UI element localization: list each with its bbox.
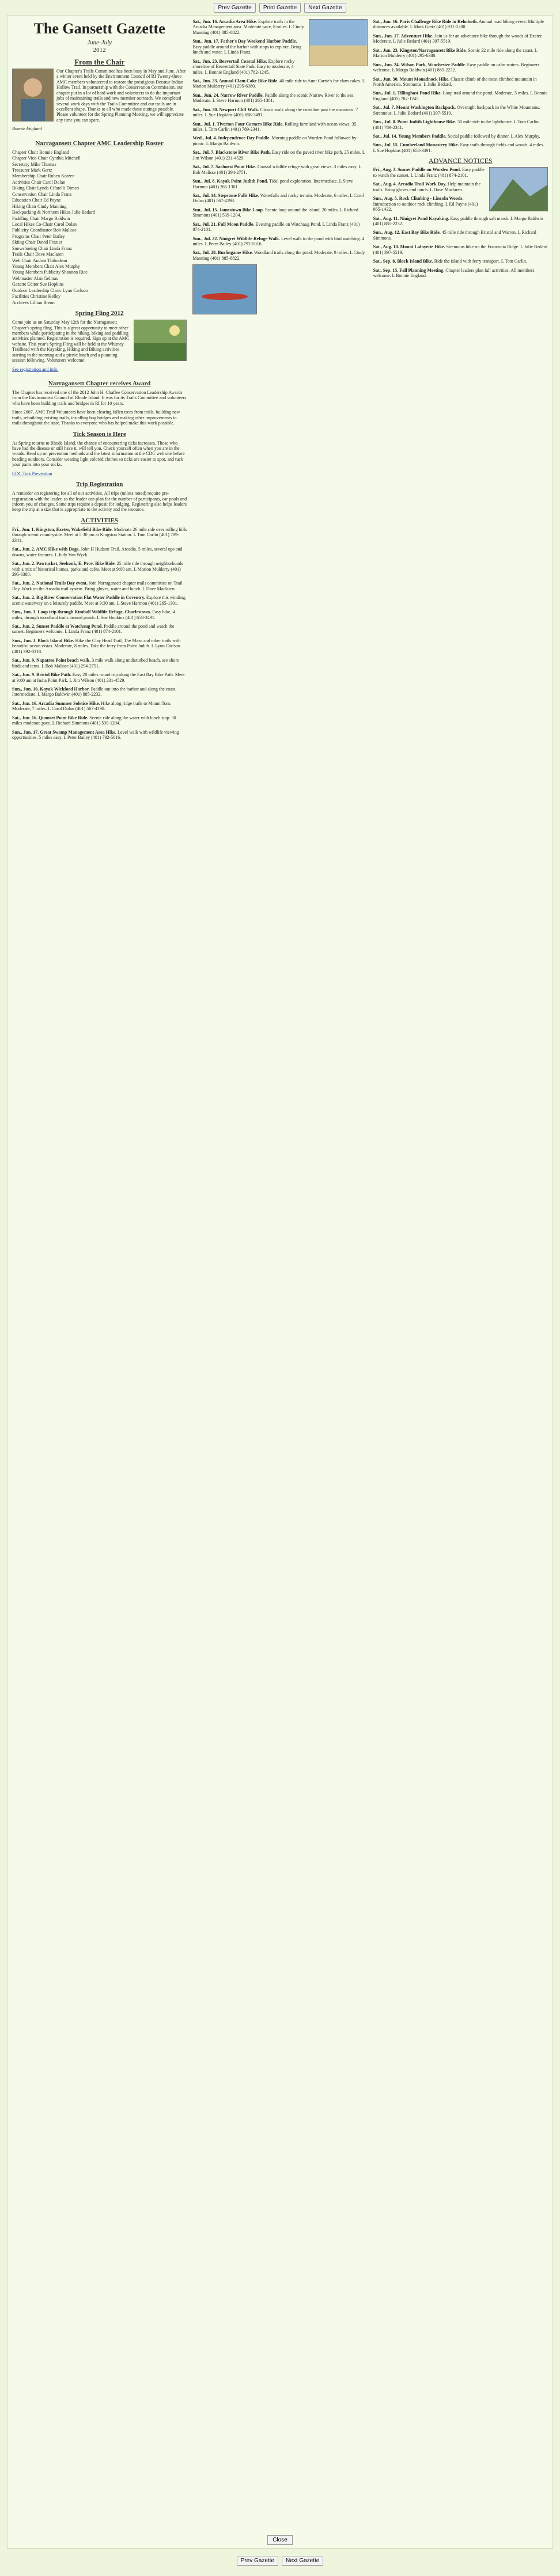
award-heading: Narragansett Chapter receives Award <box>48 380 151 387</box>
activity-text: Ride the island with ferry transport. L Tom Carlin. <box>434 259 527 264</box>
activity-item <box>12 686 187 697</box>
leader-entry: Young Members Publicity Shannon Rice <box>12 270 88 275</box>
award-text-2: Since 2007, AMC Trail Volunteers have been clearing fallen trees from trails, building new trails, rebuilding existing trails, installing bog bridges and making other improvements to trails throughout the state. Thanks to everyone who has helped make this work possible. <box>12 409 180 426</box>
activity-text: Help maintain the trails. Bring gloves and lunch. L Dave Maclaren. <box>373 181 481 192</box>
activity-title: Sat., Jun. 23. Kingston/Narragansett Bike Ride. <box>373 47 467 53</box>
activity-item <box>12 658 187 669</box>
activity-text: John H Hudson Trail, Arcadia. 5 miles, several ups and downs, water features. L Judy Van Wyck. <box>12 547 183 557</box>
activity-text: Moderate 26 mile ride over rolling hills through scenic countryside. Meet at 5:30 pm at Kingston Station. L Tom Carlin (401) 789-2341. <box>12 526 187 543</box>
leader-entry: Biking Chair Lynda Cifarelli Dimeo <box>12 185 79 191</box>
activity-text: Level walk to the pond with bird watching. 4 miles. L Peter Bailey (401) 792-5016. <box>192 236 365 246</box>
activity-text: Hike the Clay Head Trail, The Maze and other trails with beautiful ocean vistas. Moderate, 8 miles. Take the ferry from Point Judith. L Lynn Carlson (401) 392-0318. <box>12 638 181 654</box>
activity-item <box>192 222 367 233</box>
activity-title: Sun., Jun. 17. Adventure Hike. <box>373 33 434 39</box>
activity-title: Sat., Jul. 28. Burlingame Hike. <box>192 250 253 256</box>
activity-item <box>12 527 187 543</box>
leader-entry: Chapter Vice-Chair Cynthia Mitchell <box>12 155 81 161</box>
activity-item <box>373 259 548 264</box>
masthead <box>12 20 187 54</box>
activity-title: Sat., Jun. 9. Bristol Bike Path. <box>12 672 71 678</box>
activity-text: Easy paddle through salt marsh. L Margo Baldwin (401) 885-2232. <box>373 215 543 226</box>
leaders-heading: Narragansett Chapter AMC Leadership Roster <box>35 139 164 147</box>
activity-text: Social paddle followed by dinner. L Alex Murphy. <box>447 134 540 139</box>
activity-title: Sun., Jul. 15. Jamestown Bike Loop. <box>192 207 264 213</box>
activity-item <box>192 193 367 204</box>
issue-date <box>12 39 187 54</box>
activity-text: Easy ride on the paved river bike path. 25 miles. L Jim Wilson (401) 231-4529. <box>192 150 365 161</box>
activity-title: Sat., Jun. 30. Mount Monadnock Hike. <box>373 76 450 82</box>
chair-section <box>12 69 187 135</box>
activity-item <box>12 672 187 683</box>
activity-text: Coastal wildlife refuge with great views. 3 miles easy. L Bob Malisse (401) 294-2751. <box>192 164 361 175</box>
tick-text: As Spring returns to Rhode Island, the chance of encountering ticks increases. Those who have had the disease or still have it, will tell you. Check yourself often when you are in the woods. Read up on prevention methods and the latest information at the CDC web site before heading outdoors. Consider wearing light colored clothes so ticks are easier to spot, and tuck your pants into your socks. <box>12 440 185 468</box>
bottom-nav <box>0 2549 560 2572</box>
activity-title: Sat., Jun. 2. Big River Conservation Flat Water Paddle in Coventry. <box>12 595 145 601</box>
spring-heading: Spring Fling 2012 <box>75 310 124 317</box>
column-2 <box>192 19 367 2545</box>
activities-heading: ACTIVITIES <box>81 517 119 524</box>
tick-heading: Tick Season is Here <box>73 430 126 438</box>
activity-item <box>192 150 367 161</box>
activity-item <box>192 250 367 261</box>
activity-text: Scenic 32 mile ride along the coast. L Marion Mulderry (401) 295-6380. <box>373 47 538 59</box>
registration-text: A reminder on registering for all of our activities. All trips (unless noted) require pre-registration with the leader, so the leader can plan for the number of participants, car pools and inform you of changes. Some trips require a deposit for lodging. Registering also helps leaders keep the trip at a size that is appropriate to the activity and the resource. <box>12 491 187 513</box>
activity-title: Sat., Jun. 23. Annual Clam Cake Bike Ride. <box>192 78 279 84</box>
prev-gazette-button-bottom[interactable]: Prev Gazette <box>237 2556 278 2566</box>
leader-entry: Membership Chair Ruben Kotzen <box>12 173 75 179</box>
activity-item <box>12 730 187 741</box>
registration-heading: Trip Registration <box>75 481 123 488</box>
activity-title: Sun., Jul. 15. Cumberland Monastery Hike. <box>373 142 459 148</box>
activity-item <box>192 179 367 189</box>
activity-item <box>373 48 548 59</box>
beach-photo <box>309 19 368 66</box>
activity-text: Easy paddle on calm waters. Beginners welcome. L Margo Baldwin (401) 885-2232. <box>373 62 540 73</box>
activity-item <box>192 93 367 104</box>
leader-entry: Secretary Mike Thomas <box>12 161 56 167</box>
activity-title: Sun., Aug. 12. East Bay Bike Ride. <box>373 230 441 236</box>
activity-title: Sat., Jul. 7. Blackstone River Bike Path. <box>192 150 271 155</box>
activity-text: Annual road biking event. Multiple distances available. L Mark Gertz (401) 831-2200. <box>373 19 544 30</box>
activity-item <box>373 105 548 116</box>
activity-title: Sun., Jul. 8. Kayak Point Judith Pond. <box>192 179 268 184</box>
activity-title: Sat., Jul. 21. Full Moon Paddle. <box>192 221 255 227</box>
activity-item <box>12 561 187 577</box>
activity-text: Hike along ridge trails to Mount Tom. Moderate, 7 miles. L Carol Dolan (401) 567-4198. <box>12 700 172 712</box>
activity-title: Sun., Jun. 24. Narrow River Paddle. <box>192 92 264 98</box>
activity-title: Sat., Jun. 16. Quonset Point Bike Ride. <box>12 715 89 720</box>
issue-months: June-July <box>87 39 112 46</box>
activity-text: Easy 28 miles round trip along the East Bay Bike Path. Meet at 9:00 am at India Point Park. L Jim Wilson (401) 231-4529. <box>12 672 185 683</box>
column-3 <box>373 19 548 2545</box>
activity-text: Strenuous hike on the Franconia Ridge. L Julie Bedard (401) 397-5519. <box>373 244 547 255</box>
activity-text: 30 mile ride to the lighthouse. L Tom Carlin (401) 789-2341. <box>373 119 539 130</box>
activity-text: Join us for an adventure hike through the woods of Exeter. Moderate. L Julie Bedard (401) 397-5519. <box>373 33 543 44</box>
activity-title: Sun., Jun. 17. Great Swamp Management Area Hike. <box>12 729 117 735</box>
activity-title: Sat., Jun. 30. Newport Cliff Walk. <box>192 107 259 112</box>
leader-entry: Webmaster Alan Gelinas <box>12 275 58 281</box>
activity-text: Loop trail around the pond. Moderate, 5 miles. L Bonnie England (401) 782-1245. <box>373 90 547 101</box>
issue-year: 2012 <box>93 46 106 54</box>
chair-text: Our Chapter's Trails Committee has been busy in May and June. After a winter event held by the Environment Council of RI Twenty-three AMC members volunteered to restore the prestigious Decatur Indian Hollow Trail. In partnership with the Conservation Commission, our chapter put in a lot of hard work and volunteers to do the important jobs of maintaining trails and new member outreach. We completed several work days with the Trails Committee and our trails are in excellent shape. Thanks to all who made these outings possible. Please volunteer for the Spring Planning Meeting, we will appreciate any time you can spare. <box>56 68 186 123</box>
leader-entry: Archives Lillian Brenn <box>12 299 55 305</box>
gazette-page <box>7 15 553 2549</box>
activity-item <box>373 62 548 73</box>
activity-title: Sat., Jul. 7. Mount Washington Backpack. <box>373 105 456 111</box>
activity-title: Sat., Aug. 4. Arcadia Trail Work Day. <box>373 181 447 187</box>
chair-photo <box>12 69 54 122</box>
activity-text: 45 mile ride through Bristol and Warren. L Richard Simmons. <box>373 230 536 241</box>
activity-title: Sat., Jul. 14. Young Members Paddle. <box>373 134 447 139</box>
activity-item <box>12 638 187 654</box>
footer <box>7 2531 553 2548</box>
activity-text: Easy trails through fields and woods. 4 miles. L Sue Hopkins (401) 658-3491. <box>373 142 544 153</box>
activity-text: Woodland trails along the pond. Moderate, 9 miles. L Cindy Manning (401) 885-8822. <box>192 250 365 261</box>
activity-title: Sat., Sep. 15. Fall Planning Meeting. <box>373 267 445 273</box>
activity-text: Evening paddle on Watchaug Pond. L Linda Franz (401) 874-2101. <box>192 221 360 233</box>
kayak-photo <box>192 264 257 314</box>
activity-title: Sun., Jun. 24. Wilson Park, Winchester Paddle. <box>373 62 466 67</box>
leader-entry: Outdoor Leadership Clinic Lynn Carlson <box>12 287 88 293</box>
activity-item <box>12 624 187 635</box>
activity-item <box>373 268 548 279</box>
activity-title: Sat., Sep. 8. Block Island Bike. <box>373 259 433 264</box>
activity-item <box>373 142 548 153</box>
activity-item <box>192 107 367 118</box>
activity-title: Sat., Jun. 16. Paris Challenge Bike Ride in Rehoboth. <box>373 19 478 24</box>
activity-text: Scenic ride along the water with lunch stop. 30 miles moderate pace. L Richard Simmons (401) 539-1204. <box>12 715 176 726</box>
activity-item <box>373 90 548 101</box>
leader-entry: Skiing Chair David Frazier <box>12 240 62 245</box>
activities-list <box>12 527 187 741</box>
activity-item <box>373 119 548 130</box>
activity-title: Sat., Jul. 7. Sachuest Point Hike. <box>192 164 257 170</box>
activity-item <box>192 164 367 175</box>
leader-entry: Snowshoeing Chair Linda Franz <box>12 245 72 251</box>
activity-title: Sat., Jun. 16. Arcadia Area Hike. <box>192 19 258 24</box>
activity-text: Paddle along the scenic Narrow River to the sea. Moderate. L Steve Harmon (401) 265-1301. <box>192 92 355 104</box>
activity-text: 40 mile ride to Aunt Carrie's for clam cakes. L Marion Mulderry (401) 295-6380. <box>192 78 365 89</box>
column-1 <box>12 19 187 2545</box>
leader-entry: Activities Chair Carol Dolan <box>12 179 66 185</box>
activity-text: Classic walk along the coastline past the mansions. 7 miles. L Sue Hopkins (401) 658-3491. <box>192 107 358 118</box>
leader-entry: Trails Chair Dave Maclaren <box>12 252 64 257</box>
gazette-title: The Gansett Gazette <box>33 20 165 37</box>
activity-item <box>192 236 367 247</box>
activity-title: Sun., Jun. 3. Block Island Hike. <box>12 638 74 643</box>
activity-item <box>192 122 367 132</box>
spring-photo <box>134 320 187 361</box>
activity-item <box>192 78 367 89</box>
activity-item <box>373 19 548 30</box>
activity-title: Sat., Aug. 11. Ninigret Pond Kayaking. <box>373 215 449 221</box>
activity-text: Waterfalls and rocky terrain. Moderate, 6 miles. L Carol Dolan (401) 567-4198. <box>192 192 364 204</box>
activity-title: Sat., Jun. 9. Napatree Point beach walk. <box>12 658 91 663</box>
prev-gazette-button[interactable]: Prev Gazette <box>214 3 255 13</box>
activity-text: Easy paddle to watch the sunset. L Linda Franz (401) 874-2101. <box>373 167 485 178</box>
print-gazette-button[interactable]: Print Gazette <box>259 3 301 13</box>
activity-title: Sat., Jun. 2. AMC Hike with Dogs. <box>12 547 80 552</box>
activity-text: Classic climb of the most climbed mountain in North America. Strenuous. L Julie Bedard. <box>373 76 537 87</box>
activity-title: Sat., Jul. 14. Stepstone Falls Hike. <box>192 192 259 198</box>
close-button[interactable]: Close <box>267 2535 293 2545</box>
activity-text: 3 mile walk along undisturbed beach, see shore birds and terns. L Bob Malisse (401) 294-2751. <box>12 658 179 669</box>
activity-title: Sun., Jul. 1. Tiverton Four Corners Bike Ride. <box>192 121 284 127</box>
activity-text: Easy hike, 4 miles, through woodland trails around ponds. L Sue Hopkins (401) 658-3491. <box>12 609 175 620</box>
activity-text: Chapter leaders plan fall activities. All members welcome. L Bonnie England. <box>373 267 535 279</box>
activity-text: Easy paddle around the harbor with stops to explore. Bring lunch and water. L Linda Franz. <box>192 44 302 55</box>
activity-title: Sat., Jun. 2. Pawtucket, Seekonk, E. Prov. Bike Ride. <box>12 561 116 567</box>
activity-title: Fri., Aug. 3. Sunset Paddle on Worden Pond. <box>373 167 461 173</box>
activity-item <box>373 244 548 255</box>
activity-text: Introduction to outdoor rock climbing. L Ed Payne (401) 965-1432. <box>373 201 478 213</box>
spring-link[interactable]: See registration and info. <box>12 366 59 372</box>
activity-text: Explore this winding, scenic waterway on a leisurely paddle. Meet at 9:30 am. L Steve Harmon (401) 265-1301. <box>12 595 187 606</box>
activity-item <box>12 547 187 557</box>
activity-title: Sat., Jun. 2. National Trails Day event. <box>12 581 88 586</box>
activity-title: Sun., Aug. 5. Rock Climbing - Lincoln Woods. <box>373 196 464 202</box>
next-gazette-button-bottom[interactable]: Next Gazette <box>282 2556 323 2566</box>
activity-text: Explore rocky shoreline of Beavertail State Park. Easy to moderate, 4 miles. L Bonnie England (401) 782-1245. <box>192 58 295 75</box>
leader-entry: Conservation Chair Linda Franz <box>12 191 72 197</box>
leader-entry: Chapter Chair Bonnie England <box>12 149 69 155</box>
activity-title: Sun., Jul. 8. Point Judith Lighthouse Bike. <box>373 119 456 125</box>
activity-item <box>12 595 187 606</box>
activity-item <box>12 609 187 620</box>
activity-title: Sat., Aug. 18. Mount Lafayette Hike. <box>373 244 445 250</box>
activity-item <box>373 77 548 88</box>
activity-item <box>373 33 548 44</box>
activity-title: Fri., Jun. 1. Kingston, Exeter, Wakefield Bike Ride. <box>12 526 113 532</box>
activity-item <box>12 715 187 726</box>
leader-entry: Web Chair Andrea Thibodeau <box>12 257 67 263</box>
activity-item <box>373 216 548 227</box>
activity-item <box>373 230 548 241</box>
activity-text: Overnight backpack in the White Mountains. Strenuous. L Julie Bedard (401) 397-5519. <box>373 105 540 116</box>
activity-title: Sun., Jun. 17. Father's Day Weekend Harbor Paddle. <box>192 39 297 44</box>
leader-entry: Local Hikes Co-Chair Carol Dolan <box>12 221 77 227</box>
activity-title: Wed., Jul. 4. Independence Day Paddle. <box>192 135 271 141</box>
spring-text: Come join us on Saturday May 12th for the Narragansett Chapter's spring fling. This is a great opportunity to meet other members while participating in the hiking, biking and paddling activities planned. Registration is required. Sign up at the AMC website. This year's Spring Fling will be held at the Whitney Trailhead with the Kayaking, Hiking and Biking activities starting in the morning and a picnic lunch and a planning session following. Volunteers welcome! <box>12 320 130 363</box>
leader-entry: Facilities Christine Kelley <box>12 294 60 299</box>
activity-text: Scenic loop around the island. 20 miles. L Richard Simmons (401) 539-1204. <box>192 207 358 218</box>
activity-item <box>12 701 187 712</box>
leader-entry: Gazette Editor Sue Hopkins <box>12 282 64 287</box>
activity-title: Sun., Jun. 10. Kayak Wickford Harbor. <box>12 686 90 692</box>
activity-text: 25 mile ride through neighborhoods with a mix of historical homes, parks and cafes. Meet at 9:00 am. L Marion Mulderry (401) 295-6380. <box>12 561 183 577</box>
leader-entry: Publicity Coordinator Bob Malisse <box>12 227 77 233</box>
activity-text: Paddle out into the harbor and along the coast. Intermediate. L Margo Baldwin (401) 885-2232. <box>12 686 177 697</box>
activity-item <box>12 581 187 591</box>
activity-text: Explore trails in the Arcadia Management area. Moderate pace, 8 miles. L Cindy Manning (401) 885-8822. <box>192 19 304 35</box>
activity-text: Level walk with wildlife viewing opportunities. 5 miles easy. L Peter Bailey (401) 792-5016. <box>12 729 179 740</box>
next-gazette-button[interactable]: Next Gazette <box>304 3 346 13</box>
leader-entry: Young Members Chair Alex Murphy <box>12 264 80 270</box>
activity-title: Sat., Jun. 16. Arcadia Summer Solstice Hike. <box>12 700 100 706</box>
leader-entry: Programs Chair Peter Bailey <box>12 233 65 239</box>
activity-title: Sat., Jun. 2. Sunset Paddle at Watchaug Pond. <box>12 624 103 629</box>
award-text-1: The Chapter has received one of the 2012 John H. Chaffee Conservation Leadership Awards from the Environment Council of Rhode Island. It was for its Trails Committee and volunteers who have been building trails and bridges in RI for 10 years. <box>12 389 187 406</box>
column-3-list <box>373 19 548 153</box>
top-nav <box>0 0 560 15</box>
leader-entry: Paddling Chair Margo Baldwin <box>12 215 70 221</box>
activity-item <box>192 207 367 218</box>
activity-title: Sat., Jun. 23. Beavertail Coastal Hike. <box>192 58 267 64</box>
activity-title: Sun., Jun. 3. Loop trip through Kimball Wildlife Refuge, Charlestown. <box>12 609 152 615</box>
chair-signature: Bonnie England <box>12 126 42 132</box>
mountain-photo <box>489 167 548 211</box>
advance-heading: ADVANCE NOTICES <box>428 157 493 165</box>
activity-text: Tidal pond exploration. Intermediate. L Steve Harmon (401) 265-1301. <box>192 179 353 189</box>
activity-text: Paddle around the pond and watch the sunset. Beginners welcome. L Linda Franz (401) 874-2101. <box>12 624 175 635</box>
leader-entry: Hiking Chair Cindy Manning <box>12 203 67 209</box>
activity-text: Morning paddle on Worden Pond followed by picnic. L Margo Baldwin. <box>192 135 357 146</box>
activity-item <box>192 135 367 146</box>
activity-text: Join Narragansett chapter trails committee on Trail Day. Work on the Arcadia trail system. Bring gloves, water and lunch. L Dave Maclaren. <box>12 581 183 591</box>
activity-title: Sun., Jul. 1. Tillinghast Pond Hike. <box>373 90 442 96</box>
leader-entry: Treasurer Mark Gertz <box>12 168 52 173</box>
spring-section <box>12 320 187 375</box>
chair-heading: From the Chair <box>74 57 125 66</box>
activity-text: Rolling farmland with ocean views. 35 miles. L Tom Carlin (401) 789-2341. <box>192 121 357 132</box>
activity-item <box>373 134 548 139</box>
activity-title: Sun., Jul. 22. Ninigret Wildlife Refuge Walk. <box>192 236 280 241</box>
leaders-list <box>12 150 187 305</box>
tick-link[interactable]: CDC Tick Prevention <box>12 471 52 476</box>
leader-entry: Education Chair Ed Payne <box>12 198 61 203</box>
leader-entry: Backpacking & Northern Hikes Julie Bedard <box>12 210 95 215</box>
